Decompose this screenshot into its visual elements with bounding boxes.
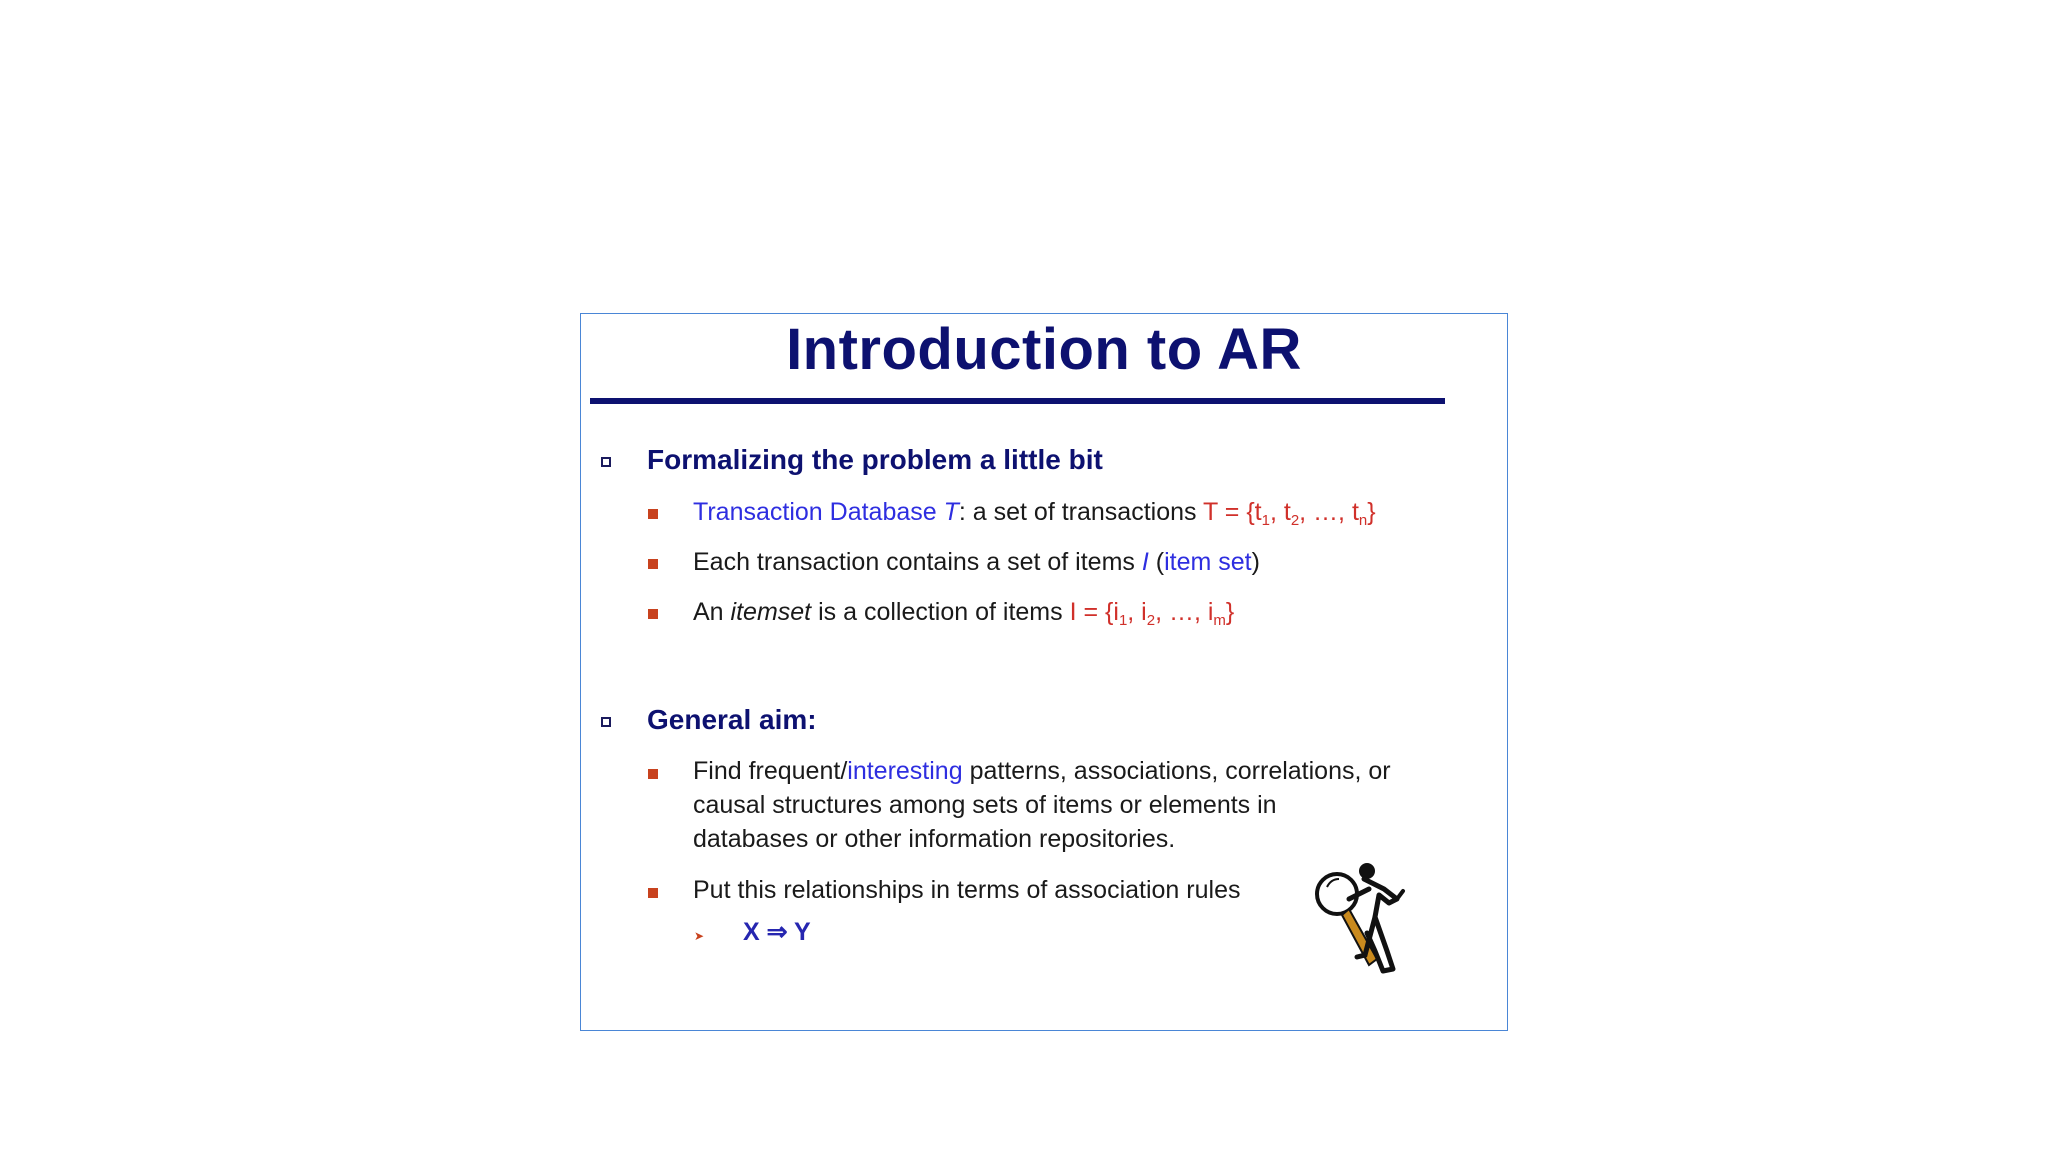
- title-underline: [590, 398, 1445, 404]
- section-heading-formalizing: Formalizing the problem a little bit: [647, 444, 1103, 475]
- bullet-transaction-database: Transaction Database T: a set of transactions $T = \{t_1$, $t_2$, …, $t_n$}: [693, 498, 1376, 529]
- arrow-bullet-icon: ➤: [694, 929, 705, 943]
- bullet-item-set: Each transaction contains a set of items I (item set): [693, 548, 1260, 576]
- bullet-itemset: An itemset is a collection of items $I = \{i_1$, $i_2$, …, $i_m$}: [693, 598, 1235, 629]
- bullet-association-rules: Put this relationships in terms of association rules: [693, 876, 1241, 904]
- rule-formula: X ⇒ Y: [743, 918, 811, 946]
- bullet-square-icon: [648, 509, 658, 519]
- section-bullet-icon: [601, 457, 611, 467]
- section-heading-general-aim: General aim:: [647, 704, 817, 735]
- detective-magnifier-icon: [1309, 859, 1419, 984]
- bullet-square-icon: [648, 559, 658, 569]
- bullet-square-icon: [648, 888, 658, 898]
- slide: [580, 313, 1508, 1031]
- bullet-find-patterns: Find frequent/interesting patterns, associations, correlations, or causal structures among sets of items or elements in databases or other information repositories.: [693, 757, 1391, 853]
- section-bullet-icon: [601, 717, 611, 727]
- slide-title: Introduction to AR: [786, 317, 1302, 382]
- bullet-square-icon: [648, 609, 658, 619]
- bullet-square-icon: [648, 769, 658, 779]
